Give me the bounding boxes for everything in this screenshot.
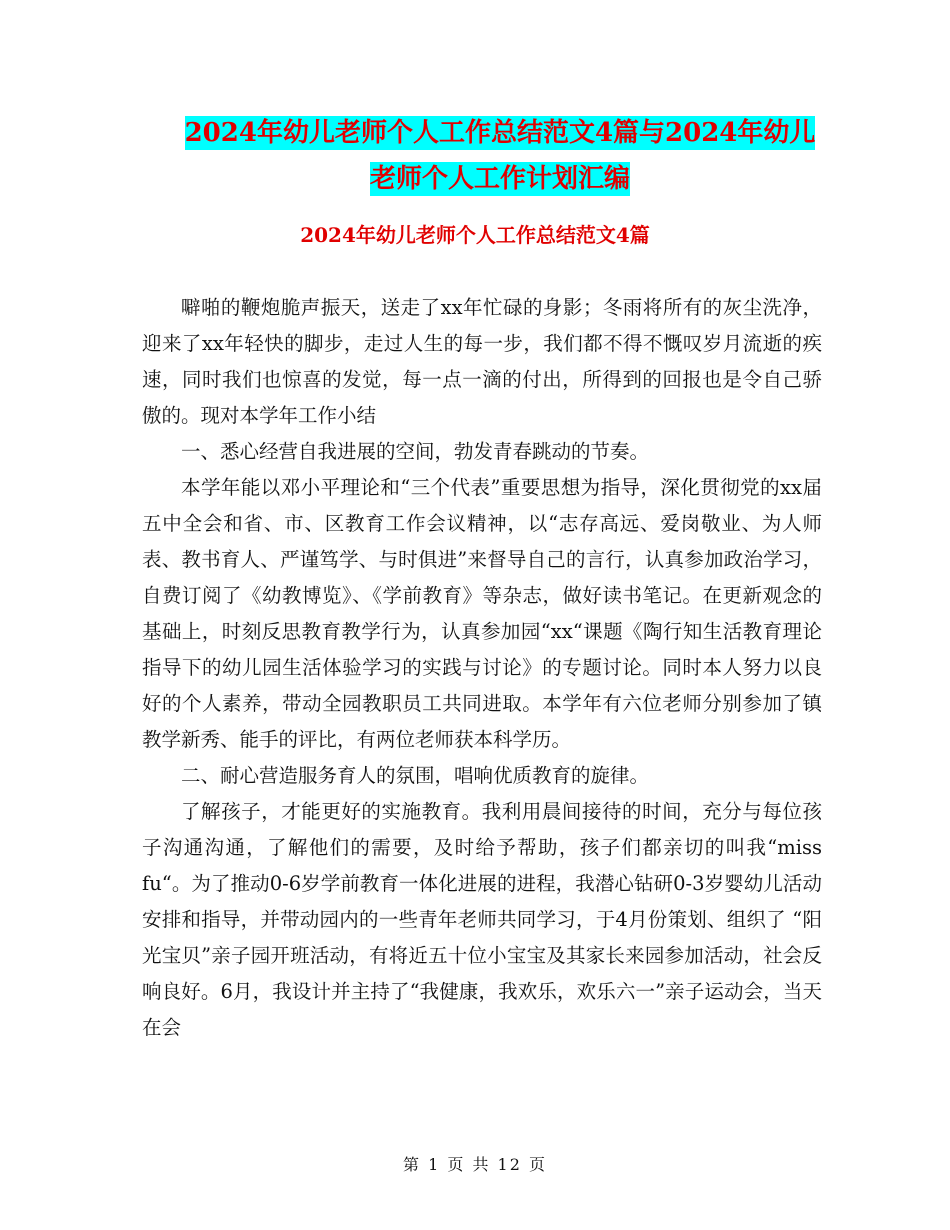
paragraph-heading-1: 一、悉心经营自我进展的空间，勃发青春跳动的节奏。 <box>181 440 650 463</box>
document-body <box>142 290 822 1046</box>
title-line-2: 老师个人工作计划汇编 <box>369 164 630 194</box>
title-line-1: 2024年幼儿老师个人工作总结范文4篇与2024年幼儿 <box>184 118 816 148</box>
paragraph-section-1: 本学年能以邓小平理论和“三个代表”重要思想为指导，深化贯彻党的xx届五中全会和省、市、区教育工作会议精神，以“志存高远、爱岗敬业、为人师表、教书育人、严谨笃学、与时俱进”来督导自己的言行，认真参加政治学习，自费订阅了《幼教博览》、《学前教育》等杂志，做好读书笔记。在更新观念的基础上，时刻反思教育教学行为，认真参加园“xx“课题《陶行知生活教育理论指导下的幼儿园生活体验学习的实践与讨论》的专题讨论。同时本人努力以良好的个人素养，带动全园教职员工共同进取。本学年有六位老师分别参加了镇教学新秀、能手的评比，有两位老师获本科学历。 <box>142 476 822 751</box>
page-footer: 第 1 页 共 12 页 <box>403 1155 547 1174</box>
section-title: 2024年幼儿老师个人工作总结范文4篇 <box>300 223 650 247</box>
paragraph-heading-2: 二、耐心营造服务育人的氛围，唱响优质教育的旋律。 <box>181 764 650 787</box>
paragraph-section-2: 了解孩子，才能更好的实施教育。我利用晨间接待的时间，充分与每位孩子沟通沟通，了解他们的需要，及时给予帮助，孩子们都亲切的叫我“miss fu“。为了推动0-6岁学前教育一体化进展的进程，我潜心钻研0-3岁婴幼儿活动安排和指导，并带动园内的一些青年老师共同学习，于4月份策划、组织了 “阳光宝贝”亲子园开班活动，有将近五十位小宝宝及其家长来园参加活动，社会反响良好。6月，我设计并主持了“我健康，我欢乐，欢乐六一”亲子运动会，当天在会 <box>142 800 822 1039</box>
paragraph-intro: 噼啪的鞭炮脆声振天，送走了xx年忙碌的身影；冬雨将所有的灰尘洗净，迎来了xx年轻快的脚步，走过人生的每一步，我们都不得不慨叹岁月流逝的疾速，同时我们也惊喜的发觉，每一点一滴的付出，所得到的回报也是令自己骄傲的。现对本学年工作小结 <box>142 296 822 427</box>
document-title <box>140 110 860 202</box>
